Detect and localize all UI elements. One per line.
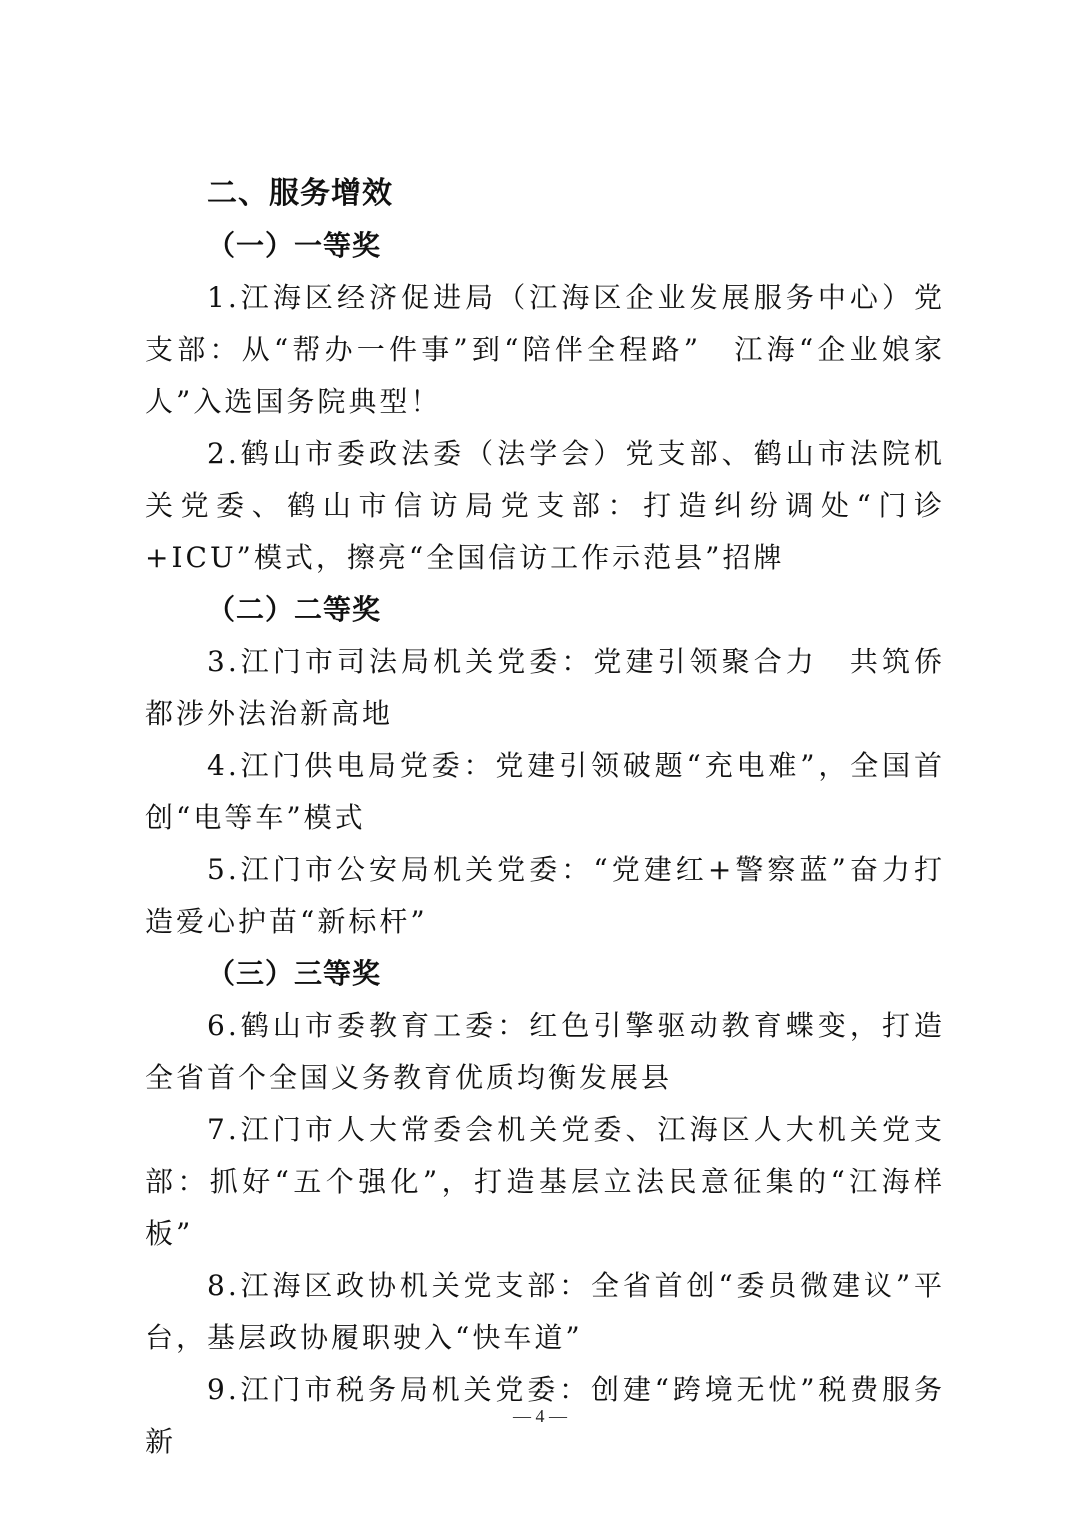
award-group-title-third: （三）三等奖	[207, 957, 382, 990]
page-number: — 4 —	[513, 1406, 567, 1426]
list-item: 7.江门市人大常委会机关党委、江海区人大机关党支部：抓好“五个强化”，打造基层立法民意征集的“江海样板”	[145, 1113, 945, 1250]
list-item: 8.江海区政协机关党支部：全省首创“委员微建议”平台，基层政协履职驶入“快车道”	[145, 1269, 945, 1354]
list-item: 3.江门市司法局机关党委：党建引领聚合力 共筑侨都涉外法治新高地	[145, 645, 945, 730]
list-item: 9.江门市税务局机关党委：创建“跨境无忧”税费服务新	[145, 1373, 945, 1458]
list-item: 2.鹤山市委政法委（法学会）党支部、鹤山市法院机关党委、鹤山市信访局党支部：打造纠纷调处“门诊+ICU”模式，擦亮“全国信访工作示范县”招牌	[145, 437, 945, 574]
award-group-title-second: （二）二等奖	[207, 593, 382, 626]
list-item: 4.江门供电局党委：党建引领破题“充电难”，全国首创“电等车”模式	[145, 749, 945, 834]
document-body	[145, 168, 945, 1468]
list-item: 5.江门市公安局机关党委：“党建红+警察蓝”奋力打造爱心护苗“新标杆”	[145, 853, 945, 938]
award-group-title-first: （一）一等奖	[207, 229, 382, 262]
section-heading: 二、服务增效	[207, 176, 393, 211]
list-item: 6.鹤山市委教育工委：红色引擎驱动教育蝶变，打造全省首个全国义务教育优质均衡发展县	[145, 1009, 945, 1094]
list-item: 1.江海区经济促进局（江海区企业发展服务中心）党支部：从“帮办一件事”到“陪伴全程路” 江海“企业娘家人”入选国务院典型！	[145, 281, 945, 418]
